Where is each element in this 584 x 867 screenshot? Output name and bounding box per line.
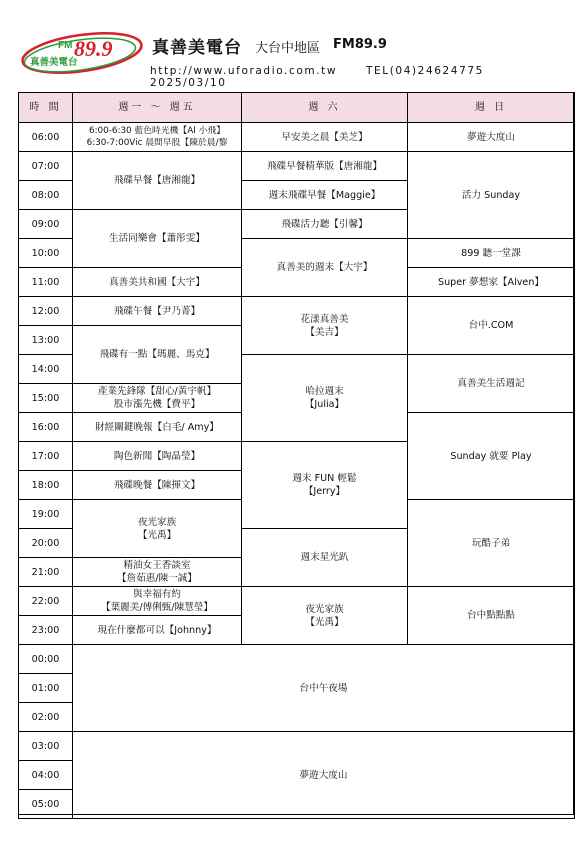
program-cell: Sunday 就要 Play bbox=[408, 413, 575, 500]
program-line: 與幸福有約 bbox=[133, 589, 181, 600]
program-cell: Super 夢想家【Alven】 bbox=[408, 268, 575, 297]
program-cell: 夢遊大度山 bbox=[73, 732, 575, 819]
station-frequency: FM89.9 bbox=[333, 37, 387, 52]
program-cell: 真善美的週末【大宇】 bbox=[242, 239, 408, 297]
program-cell: 夢遊大度山 bbox=[408, 123, 575, 152]
program-cell: 現在什麼都可以【Johnny】 bbox=[73, 616, 242, 645]
station-name: 真善美電台 bbox=[152, 38, 242, 58]
program-line: 夜光家族 bbox=[137, 516, 177, 528]
program-line: 股市漲先機【費平】 bbox=[113, 399, 201, 410]
svg-text:89.9: 89.9 bbox=[74, 36, 113, 61]
program-cell: 週末星光趴 bbox=[242, 529, 408, 587]
program-cell bbox=[242, 297, 408, 355]
program-cell bbox=[73, 558, 242, 587]
program-cell: 飛碟早餐【唐湘龍】 bbox=[73, 152, 242, 210]
program-cell: 台中點點點 bbox=[408, 587, 575, 645]
program-cell: 台中.COM bbox=[408, 297, 575, 355]
contact-line bbox=[150, 65, 584, 89]
time-cell: 13:00 bbox=[19, 326, 73, 355]
time-cell: 05:00 bbox=[19, 790, 73, 819]
time-cell: 19:00 bbox=[19, 500, 73, 529]
program-line: 【葉麗美/傅俐甄/陳慧瑩】 bbox=[101, 602, 213, 613]
program-cell bbox=[73, 500, 242, 558]
time-cell: 23:00 bbox=[19, 616, 73, 645]
program-line: 【Julia】 bbox=[304, 399, 345, 410]
program-cell: 陶色新聞【陶晶瑩】 bbox=[73, 442, 242, 471]
table-row bbox=[19, 297, 575, 326]
col-header-weekday: 週一 ～ 週五 bbox=[73, 93, 242, 123]
time-cell: 20:00 bbox=[19, 529, 73, 558]
program-cell bbox=[242, 442, 408, 529]
time-cell: 07:00 bbox=[19, 152, 73, 181]
program-cell: 飛碟活力聽【引馨】 bbox=[242, 210, 408, 239]
program-cell: 活力 Sunday bbox=[408, 152, 575, 239]
program-cell: 飛碟早餐精華版【唐湘龍】 bbox=[242, 152, 408, 181]
logo-graphic bbox=[20, 30, 144, 76]
program-line: 【詹茹惠/陳一誠】 bbox=[117, 573, 197, 584]
time-cell: 18:00 bbox=[19, 471, 73, 500]
website-url[interactable]: http://www.uforadio.com.tw bbox=[150, 65, 338, 77]
program-cell bbox=[73, 384, 242, 413]
program-cell: 真善美共和國【大宇】 bbox=[73, 268, 242, 297]
time-cell: 03:00 bbox=[19, 732, 73, 761]
time-cell: 00:00 bbox=[19, 645, 73, 674]
page-header bbox=[0, 0, 584, 92]
program-cell: 台中午夜場 bbox=[73, 645, 575, 732]
table-row bbox=[19, 732, 575, 761]
time-cell: 14:00 bbox=[19, 355, 73, 384]
program-cell: 生活同樂會【蕭彤雯】 bbox=[73, 210, 242, 268]
col-header-time: 時 間 bbox=[19, 93, 73, 123]
program-line: 【美吉】 bbox=[305, 326, 344, 338]
program-cell bbox=[242, 355, 408, 442]
time-cell: 17:00 bbox=[19, 442, 73, 471]
program-cell: 玩酷子弟 bbox=[408, 500, 575, 587]
svg-text:FM: FM bbox=[58, 40, 73, 51]
program-cell bbox=[73, 587, 242, 616]
program-line: 【Jerry】 bbox=[303, 486, 346, 497]
program-cell: 真善美生活週記 bbox=[408, 355, 575, 413]
time-cell: 08:00 bbox=[19, 181, 73, 210]
svg-text:真善美電台: 真善美電台 bbox=[30, 57, 78, 68]
program-line: 夜光家族 bbox=[305, 603, 344, 615]
program-line: 產業先鋒隊【甜心/黃宇帆】 bbox=[97, 386, 217, 397]
program-line: 花漾真善美 bbox=[300, 313, 349, 325]
program-schedule-table bbox=[18, 92, 575, 819]
program-line: 6:00-6:30 藍色時光機【AI 小飛】 bbox=[88, 126, 226, 136]
program-cell: 飛碟晚餐【陳揮文】 bbox=[73, 471, 242, 500]
time-cell: 01:00 bbox=[19, 674, 73, 703]
col-header-saturday: 週 六 bbox=[242, 93, 408, 123]
telephone: TEL(04)24624775 bbox=[366, 65, 484, 77]
program-line: 【光禹】 bbox=[305, 616, 344, 628]
time-cell: 12:00 bbox=[19, 297, 73, 326]
table-row bbox=[19, 587, 575, 616]
program-line: 6:30-7:00Vic 晨間早股【陳於晨/黎 bbox=[86, 138, 228, 148]
table-header-row bbox=[19, 93, 575, 123]
program-line: 精油女王香談室 bbox=[123, 560, 191, 571]
program-cell: 財經關鍵晚報【白毛/ Amy】 bbox=[73, 413, 242, 442]
program-line: 哈拉週末 bbox=[305, 386, 344, 397]
time-cell: 10:00 bbox=[19, 239, 73, 268]
table-row bbox=[19, 152, 575, 181]
time-cell: 11:00 bbox=[19, 268, 73, 297]
station-region: 大台中地區 bbox=[255, 41, 321, 56]
col-header-sunday: 週 日 bbox=[408, 93, 575, 123]
table-row bbox=[19, 645, 575, 674]
program-cell bbox=[242, 587, 408, 645]
program-cell: 飛碟午餐【尹乃菁】 bbox=[73, 297, 242, 326]
program-cell: 早安美之晨【美芝】 bbox=[242, 123, 408, 152]
program-cell: 899 聽一堂課 bbox=[408, 239, 575, 268]
schedule-date: 2025/03/10 bbox=[150, 77, 227, 89]
program-line: 【光禹】 bbox=[137, 529, 177, 541]
station-logo bbox=[20, 30, 144, 76]
table-row bbox=[19, 123, 575, 152]
program-cell: 週末飛碟早餐【Maggie】 bbox=[242, 181, 408, 210]
time-cell: 04:00 bbox=[19, 761, 73, 790]
time-cell: 06:00 bbox=[19, 123, 73, 152]
time-cell: 15:00 bbox=[19, 384, 73, 413]
time-cell: 22:00 bbox=[19, 587, 73, 616]
time-cell: 21:00 bbox=[19, 558, 73, 587]
program-line: 週末 FUN 輕鬆 bbox=[292, 473, 357, 484]
program-cell: 飛碟有一點【瑪麗、馬克】 bbox=[73, 326, 242, 384]
time-cell: 02:00 bbox=[19, 703, 73, 732]
program-cell bbox=[73, 123, 242, 152]
time-cell: 09:00 bbox=[19, 210, 73, 239]
time-cell: 16:00 bbox=[19, 413, 73, 442]
